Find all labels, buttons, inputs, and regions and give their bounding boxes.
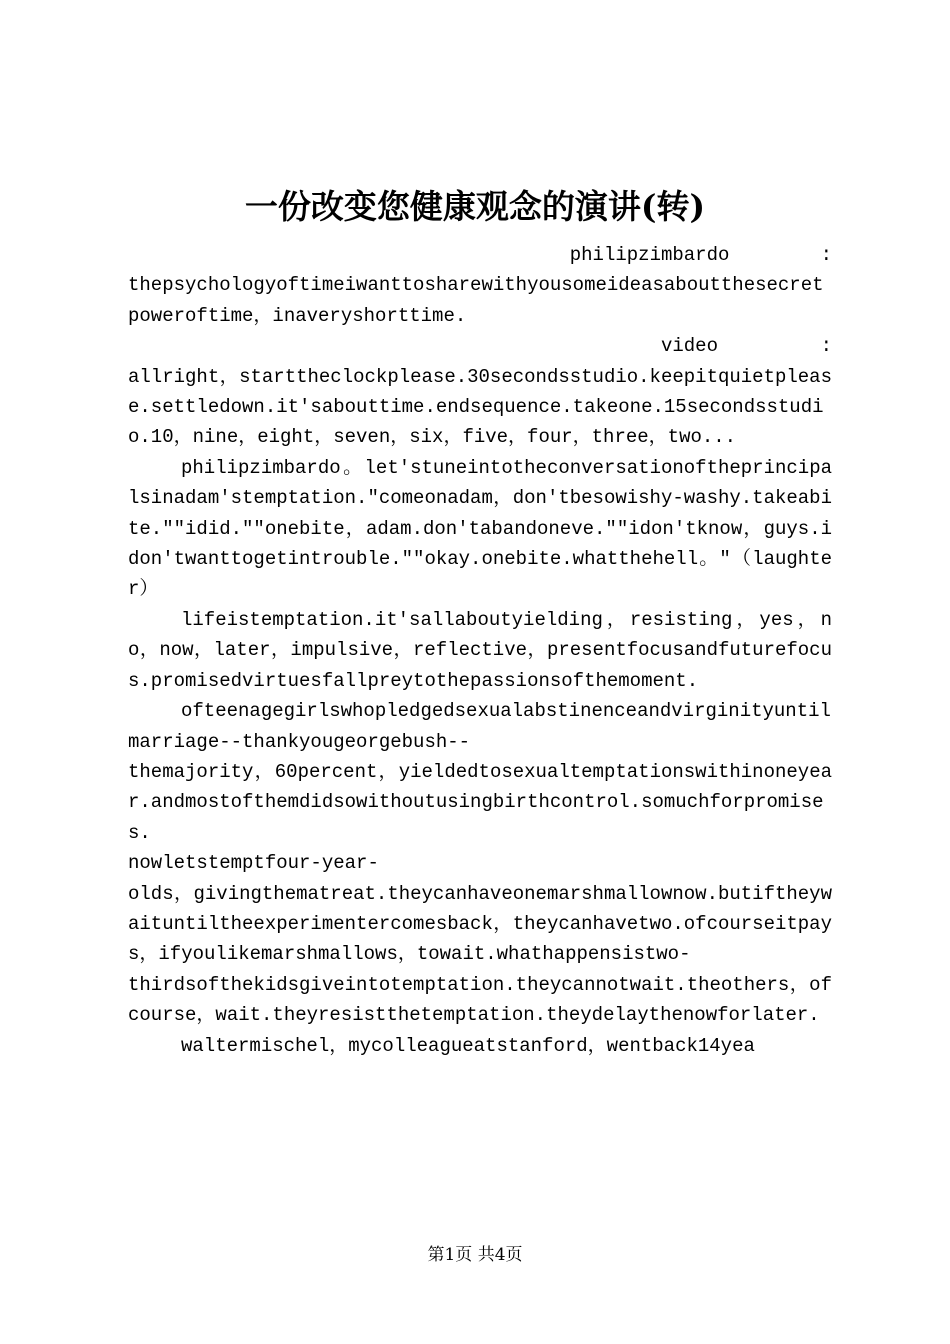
document-body bbox=[128, 240, 832, 1061]
speaker-line: philipzimbardo : bbox=[569, 244, 832, 266]
document-title: 一份改变您健康观念的演讲(转) bbox=[244, 187, 706, 226]
paragraph: allright，starttheclockplease.30secondsstudio.keepitquietplease.settledown.it'sabouttime.endsequence.takeone.15secondsstudio.10，nine，eight，seven，six，five，four，three，two... bbox=[128, 365, 832, 449]
speaker-line: video : bbox=[660, 335, 832, 358]
paragraph-line: thirdsofthekidsgiveintotemptation.theycannotwait.theothers，ofcourse，wait.theyresistthetemptation.theydelaythenowforlater. bbox=[128, 973, 832, 1027]
page-footer: 第1页 共4页 bbox=[427, 1245, 523, 1265]
paragraph bbox=[128, 696, 832, 848]
paragraph: philipzimbardo。let'stuneintotheconversationoftheprincipalsinadam'stemptation."comeonadam，don'tbesowishy-washy.takeabite.""idid.""onebite，adam.don'tabandoneve.""idon'tknow，guys.idon'twanttogetintrouble.""okay.onebite.whatthehell。"（laughter） bbox=[128, 456, 832, 601]
paragraph-line: themajority，60percent，yieldedtosexualtemptationswithinoneyear.andmostofthemdidsowithoutusingbirthcontrol.somuchforpromises. bbox=[128, 760, 832, 844]
paragraph: thepsychologyoftimeiwanttosharewithyousomeideasaboutthesecretpoweroftime，inaveryshorttime. bbox=[128, 274, 824, 327]
paragraph-line: olds，givingthematreat.theycanhaveonemarshmallownow.butiftheywaituntiltheexperimentercomesback，theycanhavetwo.ofcourseitpays，ifyoulikemarshmallows，towait.whathappensistwo- bbox=[128, 882, 832, 966]
paragraph-line: nowletstemptfour-year- bbox=[128, 852, 379, 875]
paragraph bbox=[128, 848, 832, 1030]
paragraph: lifeistemptation.it'sallaboutyielding，resisting，yes，no，now，later，impulsive，reflective，presentfocusandfuturefocus.promisedvirtuesfallpreytothepassionsofthemoment. bbox=[128, 608, 832, 692]
paragraph-line: ofteenagegirlswhopledgedsexualabstinenceandvirginityuntilmarriage--thankyougeorgebush-- bbox=[128, 700, 831, 753]
paragraph: waltermischel，mycolleagueatstanford，wentback14yea bbox=[181, 1034, 755, 1057]
